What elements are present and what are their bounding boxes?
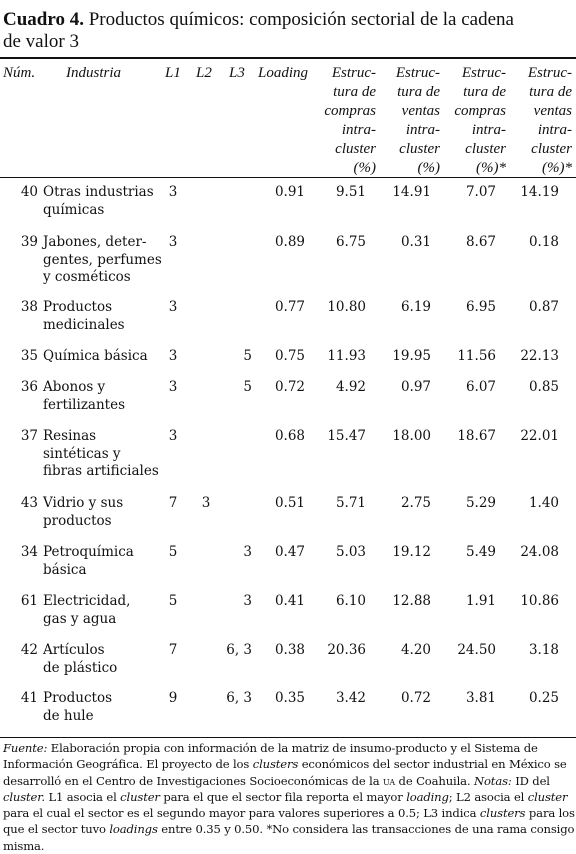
col-header-c1-line: intra- [341, 122, 376, 138]
cell-num: 42 [20, 642, 38, 658]
cell-l2: 3 [201, 495, 211, 511]
cell-c3: 1.91 [465, 593, 496, 609]
cell-industria: Otras industrias [43, 184, 154, 200]
col-header-c3-line: (%)* [476, 160, 506, 176]
col-header-c4-line: (%)* [542, 160, 572, 176]
col-header-c4-line: Estruc- [527, 65, 572, 81]
cell-loading: 0.75 [274, 348, 305, 364]
cell-c2: 19.95 [392, 348, 431, 364]
col-header-c3-line: intra- [471, 122, 506, 138]
cell-c3: 3.81 [465, 690, 496, 706]
cell-c1: 20.36 [327, 642, 366, 658]
cell-industria: de hule [43, 707, 94, 724]
col-header-c1-line: (%) [353, 160, 376, 176]
cell-l1: 3 [168, 379, 178, 395]
cell-loading: 0.77 [274, 299, 305, 315]
cell-loading: 0.89 [274, 234, 305, 250]
col-header-c2-line: ventas [401, 103, 440, 119]
cell-c2: 0.97 [400, 379, 431, 395]
table-title-line2: de valor 3 [3, 31, 79, 52]
cell-c4: 0.87 [528, 299, 559, 315]
col-header-c3 [436, 64, 506, 178]
cell-industria: Jabones, deter- [43, 234, 147, 250]
col-header-c1-line: Estruc- [331, 65, 376, 81]
cell-l3: 6, 3 [226, 642, 252, 658]
cell-c1: 10.80 [327, 299, 366, 315]
cell-industria: Abonos y [43, 379, 106, 395]
cell-c4: 10.86 [520, 593, 559, 609]
cell-c3: 24.50 [457, 642, 496, 658]
cell-num: 41 [20, 690, 38, 706]
cell-c4: 1.40 [528, 495, 559, 511]
cell-c2: 4.20 [400, 642, 431, 658]
col-header-c2-line: tura de [397, 84, 440, 100]
col-header-num: Núm. [3, 65, 36, 81]
cell-num: 43 [20, 495, 38, 511]
cell-l1: 3 [168, 184, 178, 200]
cell-c2: 12.88 [392, 593, 431, 609]
cell-industria: químicas [43, 201, 105, 218]
cell-loading: 0.38 [274, 642, 305, 658]
cell-l1: 3 [168, 348, 178, 364]
cell-c2: 14.91 [392, 184, 431, 200]
cell-loading: 0.47 [274, 544, 305, 560]
cell-l3: 5 [243, 348, 252, 364]
cell-loading: 0.72 [274, 379, 305, 395]
col-header-c1 [306, 64, 376, 178]
col-header-c2-line: cluster [399, 141, 440, 157]
cell-c1: 5.03 [335, 544, 366, 560]
footnote: Fuente: Elaboración propia con información de la matriz de insumo-producto y el Sistema de Información Geográfica. El proyecto de los clusters económicos del sector industrial en México se desarrolló en el Centro de Investigaciones Socioeconómicas de la ua de Coahuila. Notas: ID del cluster. L1 asocia el cluster para el que el sector fila reporta el mayor loading; L2 asocia el cluster para el cual el sector es el segundo mayor para valores superiores a 0.5; L3 indica clusters para los que el sector tuvo loadings entre 0.35 y 0.50. *No considera las transacciones de una rama consigo misma. [3, 741, 575, 853]
cell-num: 40 [20, 184, 38, 200]
cell-loading: 0.68 [274, 428, 305, 444]
cell-num: 39 [20, 234, 38, 250]
col-header-industria: Industria [66, 65, 122, 81]
cell-l3: 6, 3 [226, 690, 252, 706]
col-header-c4-line: intra- [537, 122, 572, 138]
cell-industria: Resinas [43, 428, 97, 444]
cell-industria: medicinales [43, 316, 125, 333]
cell-c3: 5.29 [465, 495, 496, 511]
col-header-c1-line: tura de [333, 84, 376, 100]
cell-c3: 11.56 [457, 348, 496, 364]
col-header-c4-line: ventas [533, 103, 572, 119]
cell-loading: 0.51 [274, 495, 305, 511]
col-header-c3-line: Estruc- [461, 65, 506, 81]
col-header-c2-line: Estruc- [395, 65, 440, 81]
col-header-c1-line: compras [324, 103, 376, 119]
col-header-c3-line: tura de [463, 84, 506, 100]
cell-c3: 5.49 [465, 544, 496, 560]
cell-c1: 9.51 [335, 184, 366, 200]
cell-industria: básica [43, 561, 87, 578]
top-rule [0, 57, 576, 59]
cell-c1: 15.47 [327, 428, 366, 444]
table-title [3, 9, 563, 53]
cell-loading: 0.41 [274, 593, 305, 609]
col-header-c4-line: cluster [531, 141, 572, 157]
cell-industria: Química básica [43, 348, 148, 364]
cell-c3: 8.67 [465, 234, 496, 250]
cell-industria: y cosméticos [43, 269, 131, 285]
col-header-c3-line: compras [454, 103, 506, 119]
cell-c1: 4.92 [335, 379, 366, 395]
cell-c1: 11.93 [327, 348, 366, 364]
notas-label: Notas: [473, 773, 512, 788]
cell-loading: 0.35 [274, 690, 305, 706]
cell-l1: 7 [168, 642, 178, 658]
cell-c4: 0.85 [528, 379, 559, 395]
cell-industria: Productos [43, 690, 113, 706]
cell-c2: 19.12 [392, 544, 431, 560]
cell-industria: productos [43, 512, 112, 529]
cell-l3: 5 [243, 379, 252, 395]
cell-c2: 18.00 [392, 428, 431, 444]
cell-c3: 18.67 [457, 428, 496, 444]
cell-c4: 24.08 [520, 544, 559, 560]
cell-l1: 5 [168, 544, 178, 560]
cell-c2: 0.31 [400, 234, 431, 250]
cell-c2: 6.19 [400, 299, 431, 315]
cell-num: 37 [20, 428, 38, 444]
cell-industria: Productos [43, 299, 113, 315]
cell-industria: gas y agua [43, 610, 117, 627]
cell-c4: 0.25 [528, 690, 559, 706]
col-header-c2 [370, 64, 440, 178]
col-header-l2: L2 [196, 65, 212, 81]
col-header-l1: L1 [165, 65, 181, 81]
col-header-c1-line: cluster [335, 141, 376, 157]
cell-l3: 3 [243, 544, 252, 560]
cell-c2: 2.75 [400, 495, 431, 511]
cell-industria: de plástico [43, 659, 118, 676]
cell-industria: Vidrio y sus [43, 495, 124, 511]
table-number: Cuadro 4. [3, 9, 84, 30]
cell-l1: 5 [168, 593, 178, 609]
cell-industria: gentes, perfumes [43, 251, 162, 268]
bottom-rule [0, 737, 576, 738]
cell-c3: 7.07 [465, 184, 496, 200]
cell-num: 38 [20, 299, 38, 315]
table-title-line1: Productos químicos: composición sectorial de la cadena [88, 9, 514, 30]
cell-c3: 6.95 [465, 299, 496, 315]
cell-industria: fibras artificiales [43, 463, 159, 479]
cell-industria: Artículos [43, 642, 105, 658]
cell-c4: 3.18 [528, 642, 559, 658]
cell-l1: 3 [168, 299, 178, 315]
cell-c4: 14.19 [520, 184, 559, 200]
cell-num: 36 [20, 379, 38, 395]
cell-c3: 6.07 [465, 379, 496, 395]
header-rule [0, 177, 576, 178]
cell-c4: 22.01 [520, 428, 559, 444]
col-header-c4 [502, 64, 572, 178]
cell-num: 35 [20, 348, 38, 364]
cell-c4: 22.13 [520, 348, 559, 364]
cell-c4: 0.18 [528, 234, 559, 250]
col-header-loading: Loading [258, 65, 309, 81]
cell-industria: sintéticas y [43, 445, 121, 462]
cell-industria: fertilizantes [43, 396, 126, 413]
cell-l1: 9 [168, 690, 178, 706]
cell-l1: 3 [168, 428, 178, 444]
cell-c1: 6.10 [335, 593, 366, 609]
cell-industria: Electricidad, [43, 593, 131, 609]
cell-c1: 6.75 [335, 234, 366, 250]
cell-num: 61 [20, 593, 38, 609]
cell-l1: 3 [168, 234, 178, 250]
col-header-c2-line: (%) [417, 160, 440, 176]
cell-industria: Petroquímica [43, 544, 134, 560]
col-header-c3-line: cluster [465, 141, 506, 157]
cell-c2: 0.72 [400, 690, 431, 706]
cell-l3: 3 [243, 593, 252, 609]
cell-c1: 3.42 [335, 690, 366, 706]
fuente-label: Fuente: [3, 741, 48, 755]
col-header-c2-line: intra- [405, 122, 440, 138]
cell-c1: 5.71 [335, 495, 366, 511]
cell-loading: 0.91 [274, 184, 305, 200]
cell-l1: 7 [168, 495, 178, 511]
col-header-l3: L3 [229, 65, 245, 81]
cell-num: 34 [20, 544, 38, 560]
col-header-c4-line: tura de [529, 84, 572, 100]
